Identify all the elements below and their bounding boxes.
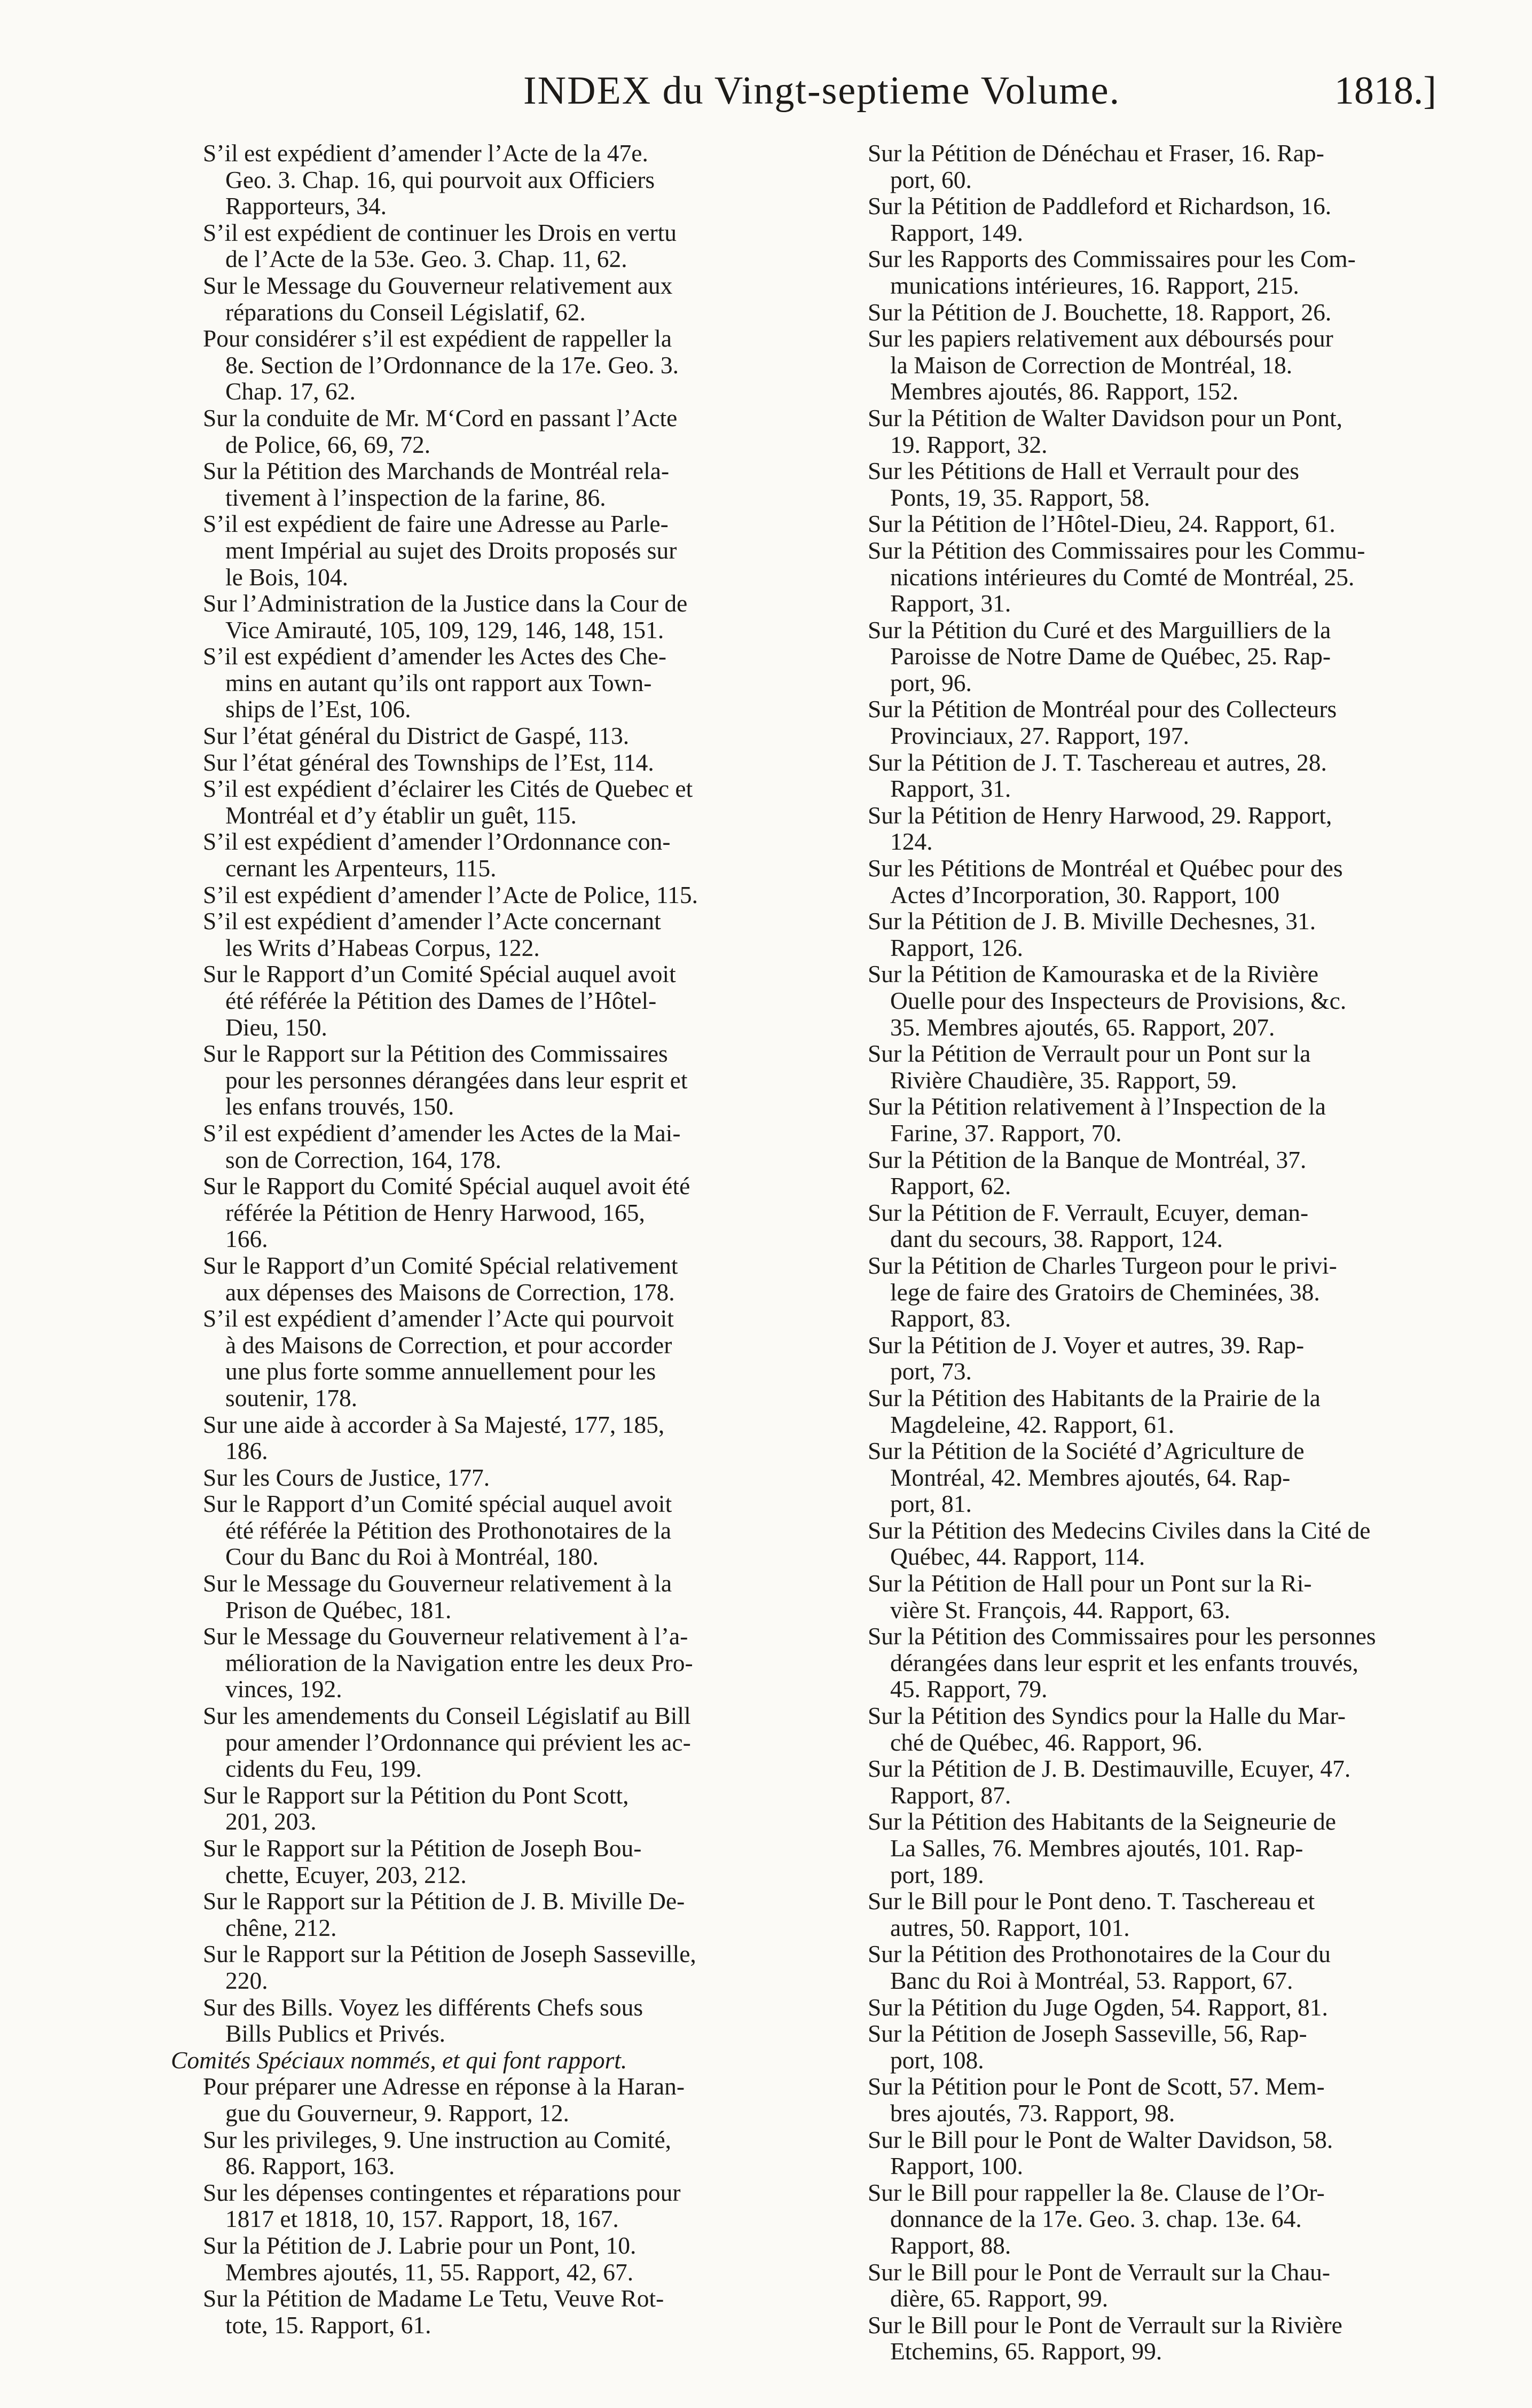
index-entry: Sur la Pétition des Habitants de la Prairie de la Magdeleine, 42. Rapport, 61.	[868, 1384, 1321, 1438]
index-entry: Sur la Pétition de J. B. Miville Dechesnes, 31. Rapport, 126.	[868, 907, 1316, 961]
index-entry: Sur les Cours de Justice, 177.	[203, 1463, 490, 1491]
index-entry: Sur les Pétitions de Montréal et Québec pour des Actes d’Incorporation, 30. Rapport, 100	[868, 854, 1343, 908]
running-header	[235, 63, 1436, 127]
index-entry: Sur la Pétition du Curé et des Marguilliers de la Paroisse de Notre Dame de Québec, 25. Rap- port, 96.	[868, 616, 1331, 696]
index-entry: S’il est expédient de faire une Adresse au Parle- ment Impérial au sujet des Droits proposés sur le Bois, 104.	[203, 510, 677, 591]
index-entry: Sur les privileges, 9. Une instruction au Comité, 86. Rapport, 163.	[203, 2125, 672, 2180]
index-entry: Sur la Pétition de la Banque de Montréal, 37. Rapport, 62.	[868, 1146, 1307, 1200]
index-entry: Sur la Pétition de Dénéchau et Fraser, 16. Rap- port, 60.	[868, 139, 1324, 193]
section-heading: Comités Spéciaux nommés, et qui font rapport.	[171, 2046, 627, 2074]
index-entry: Sur la Pétition de J. Voyer et autres, 39. Rap- port, 73.	[868, 1331, 1305, 1385]
index-entry: Sur la Pétition de Montréal pour des Collecteurs Provinciaux, 27. Rapport, 197.	[868, 695, 1337, 750]
index-entry: Sur le Rapport sur la Pétition de Joseph Bou- chette, Ecuyer, 203, 212.	[203, 1834, 642, 1888]
index-entry: S’il est expédient d’amender l’Acte concernant les Writs d’Habeas Corpus, 122.	[203, 907, 661, 961]
index-entry: Sur le Rapport d’un Comité spécial auquel avoit été référée la Pétition des Prothonotaires de la Cour du Banc du Roi à Montréal, 180.	[203, 1490, 672, 1571]
index-entry: S’il est expédient d’amender l’Acte qui pourvoit à des Maisons de Correction, et pour accorder une plus forte somme annuellement pour les soutenir, 178.	[203, 1305, 674, 1411]
index-entry: Sur le Bill pour rappeller la 8e. Clause de l’Or- donnance de la 17e. Geo. 3. chap. 13e. 64. Rapport, 88.	[868, 2178, 1325, 2259]
index-entry: Sur le Rapport sur la Pétition de J. B. Miville De- chêne, 212.	[203, 1887, 685, 1941]
index-entry: Sur le Bill pour le Pont de Verrault sur la Rivière Etchemins, 65. Rapport, 99.	[868, 2311, 1342, 2365]
index-entry: Sur le Message du Gouverneur relativement aux réparations du Conseil Législatif, 62.	[203, 271, 673, 326]
index-entry: Sur le Rapport d’un Comité Spécial auquel avoit été référée la Pétition des Dames de l’Hôtel- Dieu, 150.	[203, 960, 676, 1041]
index-entry: S’il est expédient d’amender l’Ordonnance con- cernant les Arpenteurs, 115.	[203, 828, 671, 882]
index-entry: Sur la conduite de Mr. M‘Cord en passant l’Acte de Police, 66, 69, 72.	[203, 404, 678, 458]
index-entry: Sur des Bills. Voyez les différents Chefs sous Bills Publics et Privés.	[203, 1993, 643, 2048]
index-entry: Sur le Message du Gouverneur relativement à l’a- mélioration de la Navigation entre les deux Pro- vinces, 192.	[203, 1622, 693, 1703]
index-entry: Sur le Rapport sur la Pétition des Commissaires pour les personnes dérangées dans leur esprit et les enfans trouvés, 150.	[203, 1040, 688, 1120]
index-entry: Sur la Pétition relativement à l’Inspection de la Farine, 37. Rapport, 70.	[868, 1093, 1326, 1147]
index-entry: Sur l’état général des Townships de l’Est, 114.	[203, 748, 654, 776]
index-entry: Sur la Pétition de Henry Harwood, 29. Rapport, 124.	[868, 801, 1332, 856]
index-entry: Sur le Rapport sur la Pétition de Joseph Sasseville, 220.	[203, 1940, 696, 1994]
index-entry: Sur la Pétition de la Société d’Agriculture de Montréal, 42. Membres ajoutés, 64. Rap- port, 81.	[868, 1437, 1305, 1518]
page-title: INDEX du Vingt-septieme Volume.	[523, 69, 1121, 113]
index-entry: Sur une aide à accorder à Sa Majesté, 177, 185, 186.	[203, 1410, 665, 1465]
index-entry: Sur la Pétition des Habitants de la Seigneurie de La Salles, 76. Membres ajoutés, 101. Rap- port, 189.	[868, 1808, 1336, 1888]
index-entry: Sur le Bill pour le Pont de Walter Davidson, 58. Rapport, 100.	[868, 2125, 1333, 2180]
index-entry: Sur le Bill pour le Pont de Verrault sur la Chau- dière, 65. Rapport, 99.	[868, 2258, 1331, 2312]
index-entry: Sur la Pétition de Joseph Sasseville, 56, Rap- port, 108.	[868, 2020, 1307, 2074]
index-entry: Sur la Pétition de J. B. Destimauville, Ecuyer, 47. Rapport, 87.	[868, 1755, 1351, 1809]
index-entry: Sur l’état général du District de Gaspé, 113.	[203, 722, 630, 750]
index-entry: Sur la Pétition de J. Bouchette, 18. Rapport, 26.	[868, 298, 1332, 326]
index-entry: S’il est expédient de continuer les Drois en vertu de l’Acte de la 53e. Geo. 3. Chap. 11, 62.	[203, 218, 677, 273]
index-entry: Sur les amendements du Conseil Législatif au Bill pour amender l’Ordonnance qui prévient les ac- cidents du Feu, 199.	[203, 1702, 691, 1783]
index-entry: Sur le Message du Gouverneur relativement à la Prison de Québec, 181.	[203, 1570, 672, 1623]
index-entry: Sur la Pétition de l’Hôtel-Dieu, 24. Rapport, 61.	[868, 510, 1335, 538]
index-entry: S’il est expédient d’amender les Actes de la Mai- son de Correction, 164, 178.	[203, 1119, 681, 1173]
left-column	[171, 139, 833, 2339]
index-entry: Sur la Pétition de J. Labrie pour un Pont, 10. Membres ajoutés, 11, 55. Rapport, 42, 67.	[203, 2231, 637, 2286]
index-entry: Sur le Rapport du Comité Spécial auquel avoit été référée la Pétition de Henry Harwood, 165, 166.	[203, 1172, 690, 1253]
index-entry: Sur la Pétition de Hall pour un Pont sur la Ri- vière St. François, 44. Rapport, 63.	[868, 1570, 1312, 1623]
right-column	[868, 140, 1463, 2365]
index-entry: S’il est expédient d’amender l’Acte de Police, 115.	[203, 881, 698, 908]
index-entry: S’il est expédient d’amender les Actes des Che- mins en autant qu’ils ont rapport aux Town- ships de l’Est, 106.	[203, 642, 667, 723]
index-entry: Sur les dépenses contingentes et réparations pour 1817 et 1818, 10, 157. Rapport, 18, 167.	[203, 2178, 681, 2233]
index-entry: Sur les Rapports des Commissaires pour les Com- munications intérieures, 16. Rapport, 215.	[868, 245, 1356, 299]
index-entry: Sur la Pétition de Madame Le Tetu, Veuve Rot- tote, 15. Rapport, 61.	[203, 2285, 664, 2339]
index-entry: Sur le Rapport sur la Pétition du Pont Scott, 201, 203.	[203, 1781, 629, 1836]
index-entry: Sur la Pétition des Medecins Civiles dans la Cité de Québec, 44. Rapport, 114.	[868, 1516, 1371, 1571]
page-year: 1818.]	[1334, 69, 1436, 113]
index-entry: Sur les papiers relativement aux déboursés pour la Maison de Correction de Montréal, 18. Membres ajoutés, 86. Rapport, 152.	[868, 325, 1333, 405]
index-entry: Pour considérer s’il est expédient de rappeller la 8e. Section de l’Ordonnance de la 17e. Geo. 3. Chap. 17, 62.	[203, 325, 679, 405]
index-entry: Sur la Pétition de Walter Davidson pour un Pont, 19. Rapport, 32.	[868, 404, 1342, 458]
index-entry: Sur la Pétition des Commissaires pour les personnes dérangées dans leur esprit et les enfants trouvés, 45. Rapport, 79.	[868, 1622, 1376, 1703]
index-entry: Sur la Pétition des Prothonotaires de la Cour du Banc du Roi à Montréal, 53. Rapport, 67.	[868, 1940, 1331, 1994]
index-entry: Sur la Pétition de Verrault pour un Pont sur la Rivière Chaudière, 35. Rapport, 59.	[868, 1040, 1311, 1094]
index-entry: Sur le Bill pour le Pont deno. T. Taschereau et autres, 50. Rapport, 101.	[868, 1887, 1315, 1941]
index-entry: Sur l’Administration de la Justice dans la Cour de Vice Amirauté, 105, 109, 129, 146, 148, 151.	[203, 590, 688, 644]
index-entry: Sur le Rapport d’un Comité Spécial relativement aux dépenses des Maisons de Correction, 178.	[203, 1251, 678, 1306]
index-entry: Sur la Pétition du Juge Ogden, 54. Rapport, 81.	[868, 1993, 1328, 2021]
index-entry: Sur la Pétition de Paddleford et Richardson, 16. Rapport, 149.	[868, 192, 1332, 246]
index-entry: Sur la Pétition pour le Pont de Scott, 57. Mem- bres ajoutés, 73. Rapport, 98.	[868, 2073, 1325, 2127]
index-entry: Sur la Pétition de Charles Turgeon pour le privi- lege de faire des Gratoirs de Cheminées, 38. Rapport, 83.	[868, 1251, 1337, 1332]
index-entry: Sur la Pétition de F. Verrault, Ecuyer, deman- dant du secours, 38. Rapport, 124.	[868, 1198, 1309, 1253]
index-entry: Sur les Pétitions de Hall et Verrault pour des Ponts, 19, 35. Rapport, 58.	[868, 457, 1299, 511]
index-entry: Pour préparer une Adresse en réponse à la Haran- gue du Gouverneur, 9. Rapport, 12.	[203, 2073, 685, 2127]
index-entry: Sur la Pétition des Commissaires pour les Commu- nications intérieures du Comté de Montréal, 25. Rapport, 31.	[868, 536, 1365, 617]
index-entry: Sur la Pétition de J. T. Taschereau et autres, 28. Rapport, 31.	[868, 748, 1327, 803]
index-entry: S’il est expédient d’éclairer les Cités de Quebec et Montréal et d’y établir un guêt, 115.	[203, 775, 693, 829]
index-entry: Sur la Pétition des Marchands de Montréal rela- tivement à l’inspection de la farine, 86.	[203, 457, 670, 511]
index-entry: Sur la Pétition des Syndics pour la Halle du Mar- ché de Québec, 46. Rapport, 96.	[868, 1702, 1346, 1756]
index-entry: S’il est expédient d’amender l’Acte de la 47e. Geo. 3. Chap. 16, qui pourvoit aux Officiers Rapporteurs, 34.	[203, 139, 655, 220]
index-entry: Sur la Pétition de Kamouraska et de la Rivière Ouelle pour des Inspecteurs de Provisions, &c. 35. Membres ajoutés, 65. Rapport, 207.	[868, 960, 1347, 1041]
